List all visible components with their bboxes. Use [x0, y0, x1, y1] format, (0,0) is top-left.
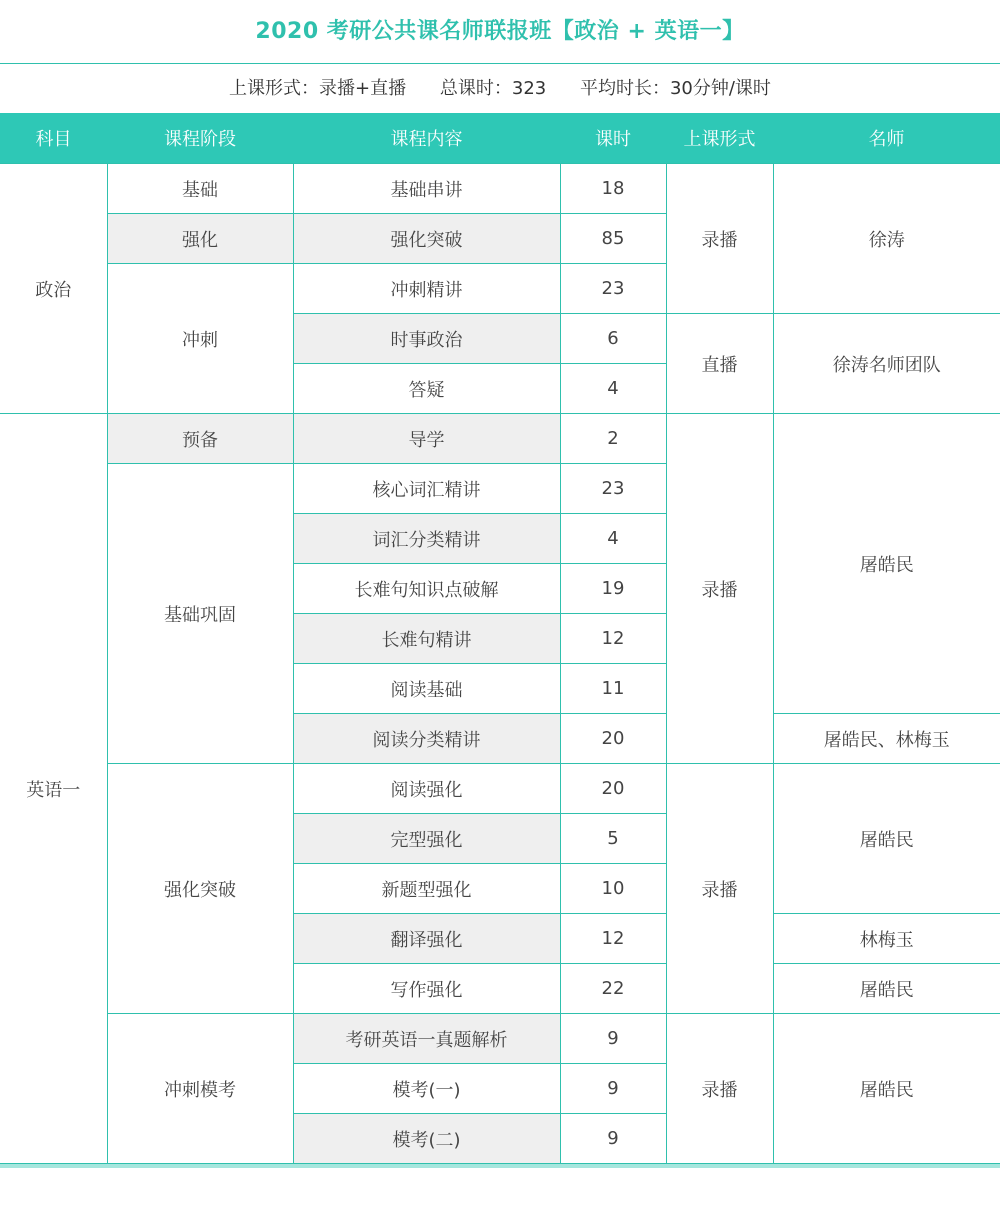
content-cell: 长难句精讲: [293, 614, 560, 664]
summary-format: 上课形式：录播+直播: [229, 78, 407, 99]
hours-cell: 85: [560, 214, 666, 264]
stage-cell: 预备: [107, 414, 293, 464]
table-row: [0, 164, 1000, 214]
header-hours: 课时: [560, 113, 666, 164]
header-format: 上课形式: [666, 113, 773, 164]
format-cell: 直播: [666, 314, 773, 414]
stage-cell: 基础巩固: [107, 464, 293, 764]
format-cell: 录播: [666, 764, 773, 1014]
content-cell: 新题型强化: [293, 864, 560, 914]
hours-cell: 9: [560, 1014, 666, 1064]
teacher-cell: 林梅玉: [773, 914, 1000, 964]
content-cell: 导学: [293, 414, 560, 464]
content-cell: 答疑: [293, 364, 560, 414]
content-cell: 完型强化: [293, 814, 560, 864]
content-cell: 基础串讲: [293, 164, 560, 214]
stage-cell: 基础: [107, 164, 293, 214]
hours-cell: 2: [560, 414, 666, 464]
content-cell: 模考(二): [293, 1114, 560, 1164]
table-row: [0, 764, 1000, 814]
content-cell: 核心词汇精讲: [293, 464, 560, 514]
subject-cell: 政治: [0, 164, 107, 414]
hours-cell: 18: [560, 164, 666, 214]
stage-cell: 强化突破: [107, 764, 293, 1014]
table-row: [0, 1014, 1000, 1064]
summary-total-hours: 总课时：323: [439, 78, 547, 99]
stage-cell: 冲刺模考: [107, 1014, 293, 1164]
teacher-cell: 徐涛: [773, 164, 1000, 314]
content-cell: 写作强化: [293, 964, 560, 1014]
page-title: 2020 考研公共课名师联报班【政治 + 英语一】: [255, 19, 745, 44]
teacher-cell: 屠皓民: [773, 764, 1000, 914]
content-cell: 模考(一): [293, 1064, 560, 1114]
teacher-cell: 屠皓民: [773, 414, 1000, 714]
header-content: 课程内容: [293, 113, 560, 164]
hours-cell: 12: [560, 914, 666, 964]
header-subject: 科目: [0, 113, 107, 164]
hours-cell: 11: [560, 664, 666, 714]
stage-cell: 强化: [107, 214, 293, 264]
content-cell: 强化突破: [293, 214, 560, 264]
content-cell: 翻译强化: [293, 914, 560, 964]
content-cell: 阅读强化: [293, 764, 560, 814]
content-cell: 冲刺精讲: [293, 264, 560, 314]
teacher-cell: 屠皓民: [773, 1014, 1000, 1164]
content-cell: 长难句知识点破解: [293, 564, 560, 614]
format-cell: 录播: [666, 164, 773, 314]
table-header-row: [0, 113, 1000, 164]
subject-cell: 英语一: [0, 414, 107, 1164]
teacher-cell: 屠皓民: [773, 964, 1000, 1014]
content-cell: 词汇分类精讲: [293, 514, 560, 564]
bottom-divider: [0, 1164, 1000, 1168]
summary-avg-duration: 平均时长：30分钟/课时: [579, 78, 771, 99]
format-cell: 录播: [666, 1014, 773, 1164]
header-teacher: 名师: [773, 113, 1000, 164]
stage-cell: 冲刺: [107, 264, 293, 414]
hours-cell: 5: [560, 814, 666, 864]
hours-cell: 6: [560, 314, 666, 364]
content-cell: 考研英语一真题解析: [293, 1014, 560, 1064]
hours-cell: 23: [560, 264, 666, 314]
hours-cell: 4: [560, 364, 666, 414]
hours-cell: 10: [560, 864, 666, 914]
content-cell: 阅读分类精讲: [293, 714, 560, 764]
hours-cell: 12: [560, 614, 666, 664]
course-summary: [0, 64, 1000, 114]
hours-cell: 20: [560, 764, 666, 814]
hours-cell: 19: [560, 564, 666, 614]
table-row: [0, 414, 1000, 464]
hours-cell: 9: [560, 1064, 666, 1114]
hours-cell: 9: [560, 1114, 666, 1164]
hours-cell: 4: [560, 514, 666, 564]
teacher-cell: 屠皓民、林梅玉: [773, 714, 1000, 764]
hours-cell: 22: [560, 964, 666, 1014]
hours-cell: 23: [560, 464, 666, 514]
content-cell: 阅读基础: [293, 664, 560, 714]
course-schedule-table: [0, 113, 1000, 1164]
format-cell: 录播: [666, 414, 773, 764]
header-stage: 课程阶段: [107, 113, 293, 164]
hours-cell: 20: [560, 714, 666, 764]
content-cell: 时事政治: [293, 314, 560, 364]
teacher-cell: 徐涛名师团队: [773, 314, 1000, 414]
